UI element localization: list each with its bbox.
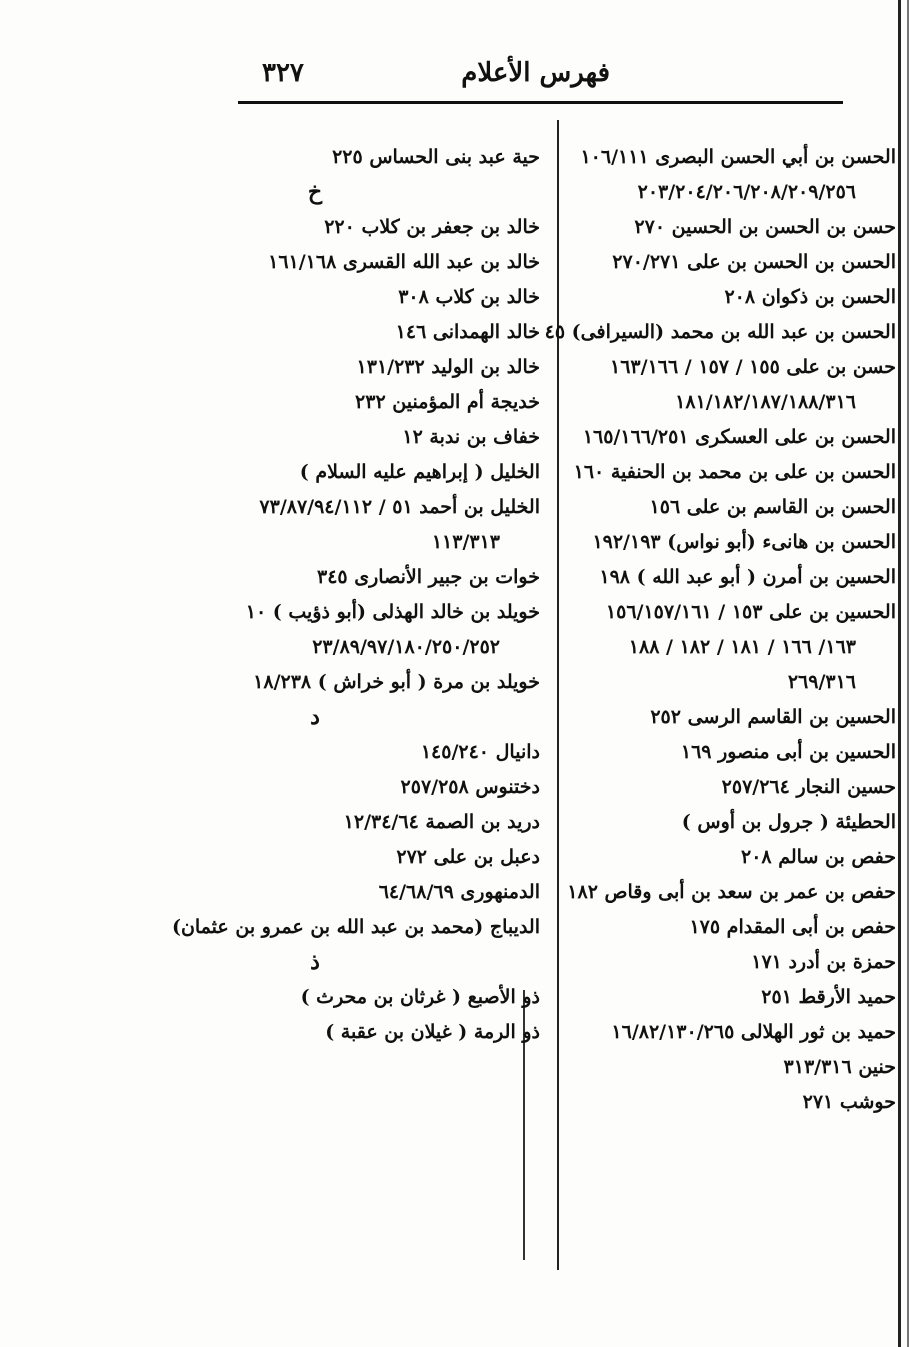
index-entry: حنين ٣١٣/٣١٦ [783, 1056, 896, 1078]
index-entry: الحسين بن القاسم الرسى ٢٥٢ [650, 706, 896, 728]
index-entry: الحسن بن القاسم بن على ١٥٦ [649, 496, 896, 518]
index-entry-continuation: ٢٣/٨٩/٩٧/١٨٠/٢٥٠/٢٥٢ [312, 636, 500, 658]
index-entry: ذو الأصبع ( غرثان بن محرث ) [300, 986, 540, 1008]
index-entry: الديباج (محمد بن عبد الله بن عمرو بن عثمان) [171, 916, 540, 938]
index-entry: حوشب ٢٧١ [802, 1091, 896, 1113]
index-entry: الخليل بن أحمد ٥١ / ٧٣/٨٧/٩٤/١١٢ [259, 496, 540, 518]
page-header [240, 58, 640, 98]
index-entry: دريد بن الصمة ١٢/٣٤/٦٤ [343, 811, 540, 833]
index-entry: حسين النجار ٢٥٧/٢٦٤ [721, 776, 896, 798]
index-entry: خويلد بن خالد الهذلى (أبو ذؤيب ) ١٠ [245, 601, 540, 623]
index-entry: خفاف بن ندبة ١٢ [402, 426, 540, 448]
index-entry: الحسن بن هانىء (أبو نواس) ١٩٢/١٩٣ [592, 531, 896, 553]
index-entry-continuation: ٢٠٣/٢٠٤/٢٠٦/٢٠٨/٢٠٩/٢٥٦ [637, 181, 856, 203]
index-entry: الحسين بن على ١٥٣ / ١٥٦/١٥٧/١٦١ [605, 601, 896, 623]
index-entry: حميد الأرقط ٢٥١ [761, 986, 896, 1008]
index-entry: حمزة بن أدرد ١٧١ [751, 951, 896, 973]
index-entry: الحسن بن على العسكرى ١٦٥/١٦٦/٢٥١ [582, 426, 896, 448]
index-entry: خديجة أم المؤمنين ٢٣٢ [355, 391, 540, 413]
index-entry: حسن بن الحسن بن الحسين ٢٧٠ [634, 216, 896, 238]
index-column-right [544, 140, 896, 1120]
index-entry: حفص بن أبى المقدام ١٧٥ [689, 916, 896, 938]
index-entry: خالد بن الوليد ١٣١/٢٣٢ [356, 356, 540, 378]
index-entry: خويلد بن مرة ( أبو خراش ) ١٨/٢٣٨ [253, 671, 540, 693]
index-entry: خالد بن جعفر بن كلاب ٢٢٠ [324, 216, 540, 238]
page-title: فهرس الأعلام [461, 58, 610, 88]
index-entry: دانيال ١٤٥/٢٤٠ [420, 741, 540, 763]
index-entry-continuation: ١٨١/١٨٢/١٨٧/١٨٨/٣١٦ [675, 391, 856, 413]
page-edge [898, 0, 901, 1347]
header-rule [238, 101, 843, 104]
index-entry: خوات بن جبير الأنصارى ٣٤٥ [317, 566, 540, 588]
page-number: ٣٢٧ [262, 58, 304, 88]
index-entry: الحطيئة ( جرول بن أوس ) [681, 811, 896, 833]
index-entry: خالد الهمدانى ١٤٦ [395, 321, 540, 343]
index-entry: الحسن بن أبي الحسن البصرى ١٠٦/١١١ [580, 146, 896, 168]
index-entry: حية عبد بنى الحساس ٢٢٥ [332, 146, 540, 168]
index-entry: الخليل ( إبراهيم عليه السلام ) [299, 461, 540, 483]
index-column-left [171, 140, 540, 1050]
index-entry: خالد بن كلاب ٣٠٨ [398, 286, 540, 308]
section-letter-heading: خ [307, 179, 323, 205]
index-entry: دعبل بن على ٢٧٢ [396, 846, 540, 868]
section-letter-heading: د [310, 704, 320, 730]
index-entry: حميد بن ثور الهلالى ١٦/٨٢/١٣٠/٢٦٥ [611, 1021, 896, 1043]
index-entry: الحسين بن أبى منصور ١٦٩ [680, 741, 896, 763]
index-entry: الحسن بن الحسن بن على ٢٧٠/٢٧١ [612, 251, 896, 273]
index-entry: الحسن بن ذكوان ٢٠٨ [724, 286, 896, 308]
index-entry-continuation: ١٦٣/ ١٦٦ / ١٨١ / ١٨٢ / ١٨٨ [628, 636, 856, 658]
index-entry: الحسن بن عبد الله بن محمد (السيرافى) ٤٥ [544, 321, 896, 343]
index-entry: خالد بن عبد الله القسرى ١٦١/١٦٨ [268, 251, 540, 273]
index-entry: الحسن بن على بن محمد بن الحنفية ١٦٠ [573, 461, 896, 483]
index-entry-continuation: ١١٣/٣١٣ [431, 531, 500, 553]
index-entry-continuation: ٢٦٩/٣١٦ [787, 671, 856, 693]
column-divider [557, 120, 559, 1270]
index-entry: حفص بن سالم ٢٠٨ [741, 846, 896, 868]
index-entry: دختنوس ٢٥٧/٢٥٨ [400, 776, 540, 798]
section-letter-heading: ذ [310, 949, 320, 975]
index-entry: الحسين بن أمرن ( أبو عبد الله ) ١٩٨ [599, 566, 896, 588]
index-entry: ذو الرمة ( غيلان بن عقبة ) [325, 1021, 540, 1043]
index-entry: حفص بن عمر بن سعد بن أبى وقاص ١٨٢ [567, 881, 896, 903]
index-entry: حسن بن على ١٥٥ / ١٥٧ / ١٦٣/١٦٦ [610, 356, 896, 378]
index-entry: الدمنهورى ٦٤/٦٨/٦٩ [378, 881, 540, 903]
